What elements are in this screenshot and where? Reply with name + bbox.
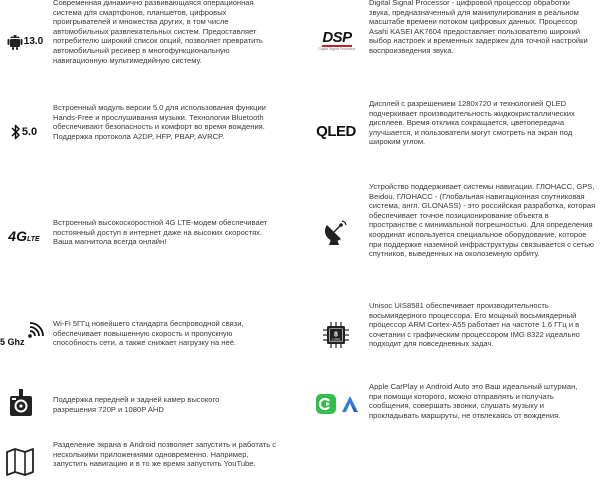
qled-description: Дисплей с разрешением 1280x720 и технологией QLED подчеркивает производительность жидкокристаллических дисплеев. Время отклика сокращается, цветопередача улучшается, и пользователи могут смотреть на экран под широким углом. (369, 99, 575, 147)
android-auto-icon (341, 395, 359, 413)
wifi-feature-icon (0, 322, 48, 350)
splitscreen-feature-icon (4, 445, 36, 479)
cameras-description: Поддержка передней и задней камер высокого разрешения 720P и 1080P AHD (53, 395, 220, 414)
dashcam-icon (8, 389, 34, 419)
android-version: 13.0 (23, 35, 44, 47)
lte-feature-icon (2, 225, 46, 247)
splitscreen-description: Разделение экрана в Android позволяет запустить и работать с несколькими приложениями одновременно. Например, запустить навигацию и в то же время запустить YouTube. (53, 440, 277, 469)
chip-core-count: 8 (334, 331, 338, 339)
navigation-description: Устройство поддерживает системы навигации. ГЛОНАСС, GPS, Beidou. ГЛОНАСС - (Глобальная навигационная спутниковая система, англ. GLONASS) - это российская разработка, которая обеспечивает точное позиционирование объекта в пространстве с минимальной погрешностью. Для определения координат используется специальное оборудование, которое при поддержке наземной инфраструктуры связывается с сетью спутников, выведенных на околоземную орбиту. (369, 182, 596, 259)
dsp-description: Digital Signal Processor - цифровой процессор обработки звука, предназначенный для манипулирования в реальном масштабе времени потоком цифровых данных. Процессор Asahi KASEI AK7604 предоставляет пользователю широкий выбор настроек и временных задержек для точной настройки воспроизведения звука. (369, 0, 588, 55)
wifi-description: Wi-Fi 5ГГц новейшего стандарта беспроводной связи, обеспечивает повышенную скорость и пропускную способность сети, а также снижает нагрузку на неё. (53, 319, 244, 348)
dsp-feature-icon (314, 30, 360, 52)
carplay-android-auto-icon (316, 394, 359, 414)
navigation-feature-icon (318, 217, 354, 249)
4g-lte-icon: 4G (8, 228, 27, 244)
wifi-band-label: 5 Ghz (0, 337, 25, 347)
dsp-logo-caption: Digital Signal Processor (318, 46, 356, 51)
cameras-feature-icon (6, 388, 36, 420)
bluetooth-icon (11, 124, 21, 140)
qled-logo-icon: QLED (316, 122, 356, 140)
octa-core-chip-icon (322, 321, 350, 349)
bluetooth-version: 5.0 (21, 126, 38, 138)
dsp-logo-icon: DSP (322, 28, 352, 46)
lte-description: Встроенный высокоскоростной 4G LTE-модем обеспечивает постоянный доступ в интернет даже на высоких скоростях. Ваша магнитола всегда онлайн! (53, 218, 268, 247)
android-icon (7, 32, 23, 50)
lte-label: LTE (26, 235, 40, 243)
split-screen-map-icon (5, 447, 35, 477)
carplay-feature-icon (312, 392, 362, 416)
chip-core-label: CORE (331, 337, 341, 342)
android-feature-icon (4, 30, 46, 52)
processor-description: Unisoc UIS8581 обеспечивает производительность восьмиядерного процессора. Его мощный восьмиядерный процессор ARM Cortex-A55 работает на частоте 1.6 ГГц и в сочетании с графическим процессором IMG 8322 идеально подходит для повседневных задач. (369, 301, 580, 349)
android-description: Современная динамично развивающаяся операционная система для смартфонов, планшетов, цифровых проигрывателей и множества других, в том числе автомобильных развлекательных систем. Предоставляет потребителю широкий список опций, позволяет превратить автомобильный ресивер в многофункциональную навигационную мультимедийную систему. (53, 0, 263, 65)
carplay-description: Apple CarPlay и Android Auto это Ваш идеальный штурман, при помощи которого, можно отправлять и получать сообщения, совершать звонки, слушать музыку и прокладывать маршруты, не отвлекаясь от вождения. (369, 382, 578, 420)
satellite-dish-icon (323, 219, 349, 247)
processor-feature-icon (320, 320, 352, 350)
apple-carplay-icon (316, 394, 336, 414)
qled-feature-icon (312, 120, 360, 142)
wifi-icon (28, 322, 44, 338)
bluetooth-description: Встроенный модуль версии 5.0 для использования функции Hands-Free и прослушивания музыки. Технологии Bluetooth обеспечивают безопасность и комфорт во время вождения. Поддержка протокола A2DP, HFP, PBAP, AVRCP. (53, 103, 266, 141)
bluetooth-feature-icon (4, 122, 44, 142)
